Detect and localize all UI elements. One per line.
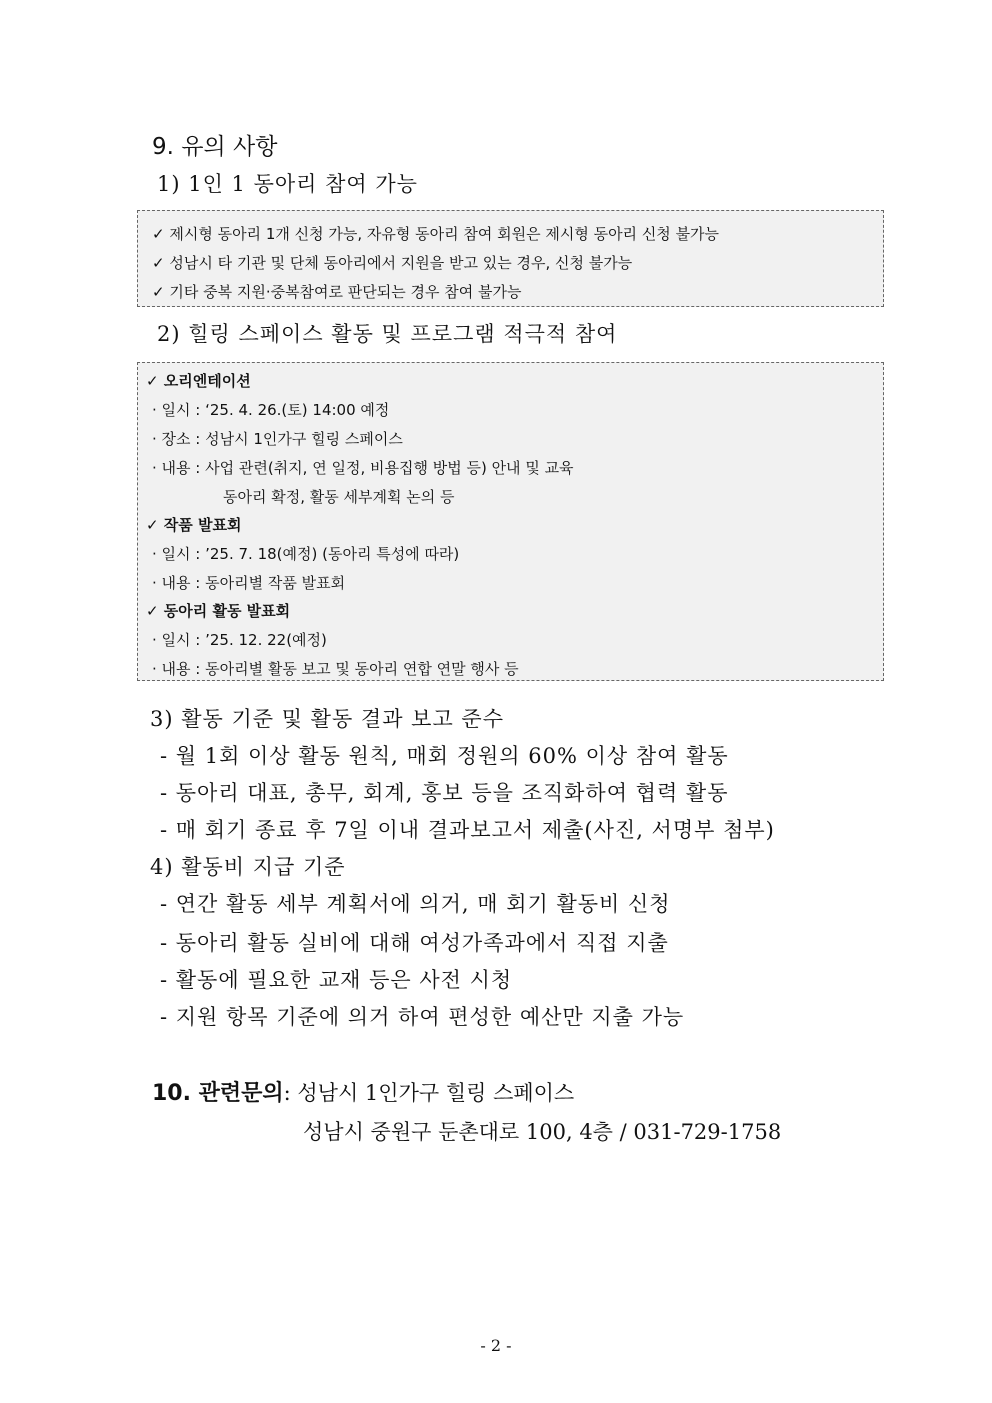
item4-line: - 동아리 활동 실비에 대해 여성가족과에서 직접 지출 <box>160 931 669 955</box>
item3-line: - 매 회기 종료 후 7일 이내 결과보고서 제출(사진, 서명부 첨부) <box>160 818 775 842</box>
program-box <box>137 362 884 681</box>
item4-heading: 4) 활동비 지급 기준 <box>150 855 346 879</box>
item3-line: - 동아리 대표, 총무, 회계, 홍보 등을 조직화하여 협력 활동 <box>160 781 729 805</box>
item1-heading: 1) 1인 1 동아리 참여 가능 <box>157 172 418 196</box>
orientation-content: · 내용 : 사업 관련(취지, 연 일정, 비용집행 방법 등) 안내 및 교육 <box>152 459 574 477</box>
notice-bullet: ✓ 성남시 타 기관 및 단체 동아리에서 지원을 받고 있는 경우, 신청 불가능 <box>152 254 633 272</box>
item3-heading: 3) 활동 기준 및 활동 결과 보고 준수 <box>150 707 504 731</box>
presentation-title: ✓ 작품 발표회 <box>146 516 242 534</box>
notice-bullet: ✓ 기타 중복 지원·중복참여로 판단되는 경우 참여 불가능 <box>152 283 522 301</box>
item4-line: - 연간 활동 세부 계획서에 의거, 매 회기 활동비 신청 <box>160 892 671 916</box>
presentation-date: · 일시 : ’25. 7. 18(예정) (동아리 특성에 따라) <box>152 545 460 563</box>
section-10-heading <box>152 1076 574 1107</box>
item4-line: - 활동에 필요한 교재 등은 사전 시청 <box>160 968 513 992</box>
presentation-content: · 내용 : 동아리별 작품 발표회 <box>152 574 346 592</box>
orientation-title: ✓ 오리엔테이션 <box>146 372 251 390</box>
activity-content: · 내용 : 동아리별 활동 보고 및 동아리 연합 연말 행사 등 <box>152 660 519 678</box>
section-9-title: 9. 유의 사항 <box>152 134 278 160</box>
item4-line: - 지원 항목 기준에 의거 하여 편성한 예산만 지출 가능 <box>160 1005 685 1029</box>
orientation-content-cont: 동아리 확정, 활동 세부계획 논의 등 <box>223 488 455 506</box>
notice-box-1 <box>137 210 884 307</box>
section-10-contact: : 성남시 1인가구 힐링 스페이스 <box>283 1081 575 1105</box>
activity-title: ✓ 동아리 활동 발표회 <box>146 602 291 620</box>
orientation-date: · 일시 : ‘25. 4. 26.(토) 14:00 예정 <box>152 401 390 419</box>
notice-bullet: ✓ 제시형 동아리 1개 신청 가능, 자유형 동아리 참여 회원은 제시형 동아리 신청 불가능 <box>152 225 720 243</box>
section-10-title: 10. 관련문의 <box>152 1081 284 1106</box>
item3-line: - 월 1회 이상 활동 원칙, 매회 정원의 60% 이상 참여 활동 <box>160 744 729 768</box>
item2-heading: 2) 힐링 스페이스 활동 및 프로그램 적극적 참여 <box>157 322 618 346</box>
contact-address: 성남시 중원구 둔촌대로 100, 4층 / 031-729-1758 <box>303 1120 782 1144</box>
orientation-place: · 장소 : 성남시 1인가구 힐링 스페이스 <box>152 430 403 448</box>
activity-date: · 일시 : ’25. 12. 22(예정) <box>152 631 327 649</box>
page-number: - 2 - <box>480 1336 512 1355</box>
